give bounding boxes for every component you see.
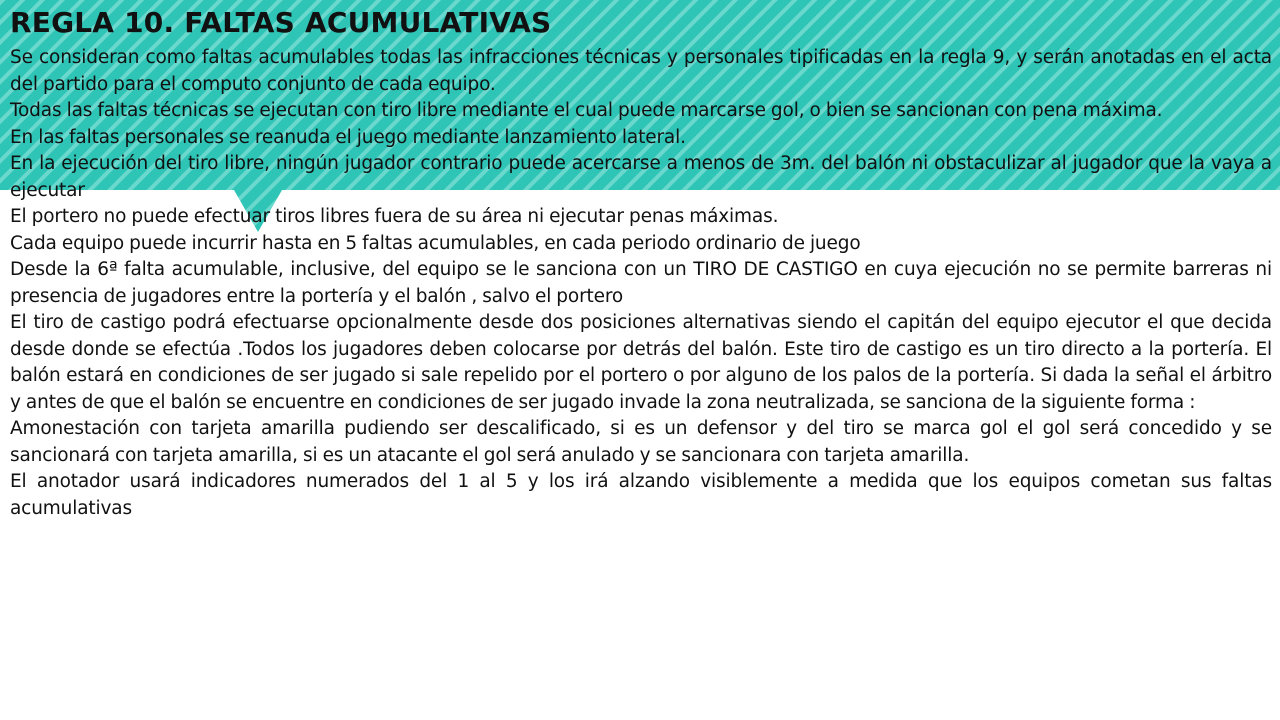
slide-title: REGLA 10. FALTAS ACUMULATIVAS [10,6,552,39]
paragraph: Todas las faltas técnicas se ejecutan con tiro libre mediante el cual puede marcarse gol, o bien se sancionan con pena máxima. [10,100,1163,121]
paragraph: En la ejecución del tiro libre, ningún jugador contrario puede acercarse a menos de 3m. del balón ni obstaculizar al jugador que la vaya a ejecutar [10,153,1272,201]
slide-content [10,5,1272,522]
paragraph: El anotador usará indicadores numerados del 1 al 5 y los irá alzando visiblemente a medida que los equipos cometan sus faltas acumulativas [10,471,1272,519]
paragraph: Desde la 6ª falta acumulable, inclusive, del equipo se le sanciona con un TIRO DE CASTIGO en cuya ejecución no se permite barreras ni presencia de jugadores entre la portería y el balón , salvo el portero [10,259,1272,307]
paragraph: Amonestación con tarjeta amarilla pudiendo ser descalificado, si es un defensor y del tiro se marca gol el gol será concedido y se sancionará con tarjeta amarilla, si es un atacante el gol será anulado y se sancionara con tarjeta amarilla. [10,418,1272,466]
paragraph: Cada equipo puede incurrir hasta en 5 faltas acumulables, en cada periodo ordinario de juego [10,232,861,254]
paragraph: El tiro de castigo podrá efectuarse opcionalmente desde dos posiciones alternativas siendo el capitán del equipo ejecutor el que decida desde donde se efectúa .Todos los jugadores deben colocarse por detrás del balón. Este tiro de castigo es un tiro directo a la portería. El balón estará en condiciones de ser jugado si sale repelido por el portero o por alguno de los palos de la portería. Si dada la señal el árbitro y antes de que el balón se encuentre en condiciones de ser jugado invade la zona neutralizada, se sanciona de la siguiente forma : [10,312,1272,413]
paragraph: Se consideran como faltas acumulables todas las infracciones técnicas y personales tipificadas en la regla 9, y serán anotadas en el acta del partido para el computo conjunto de cada equipo. [10,47,1272,95]
paragraph: El portero no puede efectuar tiros libres fuera de su área ni ejecutar penas máximas. [10,206,779,227]
paragraph: En las faltas personales se reanuda el juego mediante lanzamiento lateral. [10,126,686,148]
